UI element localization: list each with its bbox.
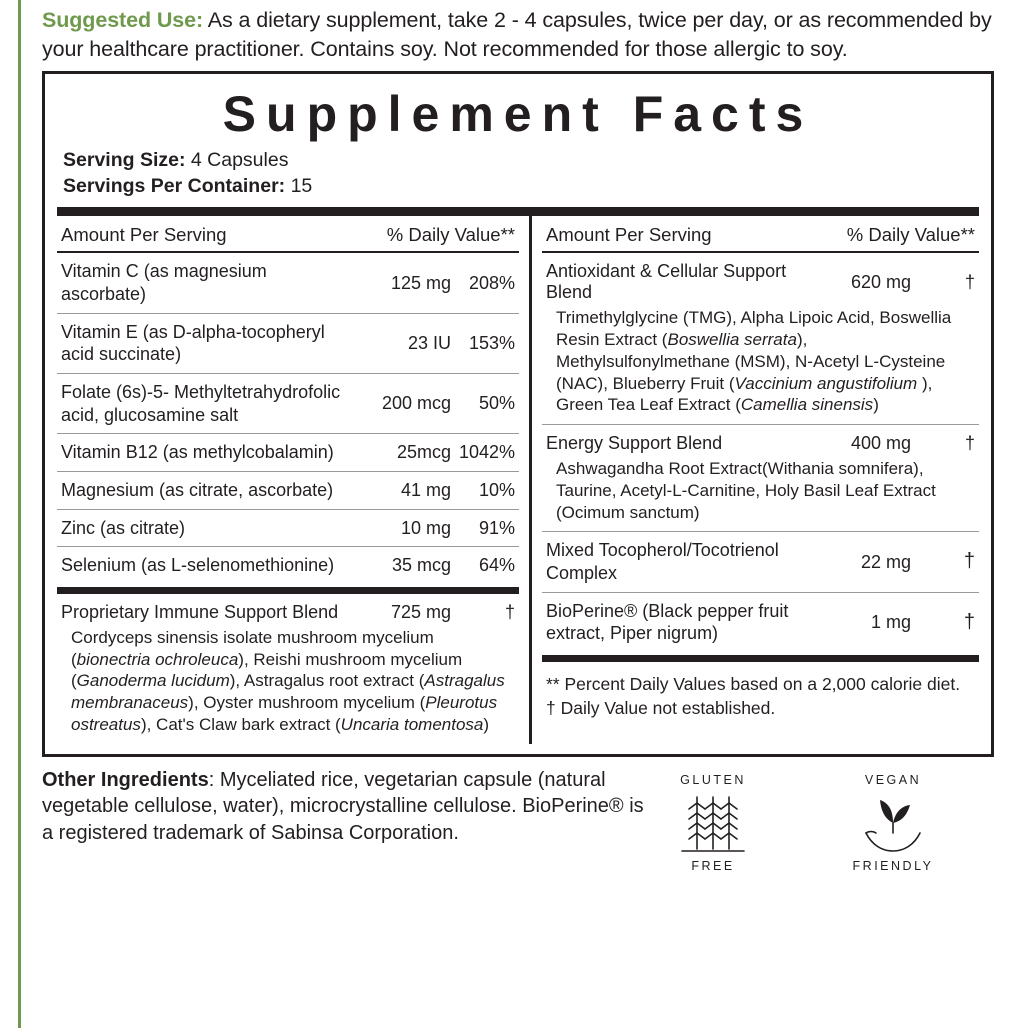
blend-name: Energy Support Blend [546, 433, 723, 453]
left-header-dv: % Daily Value** [386, 224, 515, 246]
nutrient-amount: 125 mg [390, 272, 451, 293]
serving-size-line [63, 148, 979, 174]
nutrient-amount: 10 mg [400, 517, 451, 538]
gluten-free-badge-bottom-label: FREE [691, 858, 735, 873]
nutrient-name: Vitamin E (as D-alpha-tocopheryl acid succinate) [61, 321, 325, 365]
certification-badges [658, 767, 1000, 873]
servings-per-container-line [63, 174, 979, 200]
table-row [542, 532, 979, 592]
table-row [57, 374, 519, 434]
plant-in-hand-icon [838, 793, 948, 855]
vegan-badge-bottom-label: FRIENDLY [852, 858, 934, 873]
table-row [57, 547, 519, 584]
other-ingredients-label: Other Ingredients [42, 768, 209, 791]
blend-name: Antioxidant & Cellular Support Blend [546, 261, 787, 303]
facts-columns [57, 216, 979, 743]
left-column-header [57, 216, 519, 253]
nutrient-name: Zinc (as citrate) [61, 517, 186, 538]
serving-size-label: Serving Size: [63, 149, 186, 172]
blend-amount: 725 mg [390, 601, 451, 622]
nutrient-name: Vitamin C (as magnesium ascorbate) [61, 261, 267, 304]
nutrient-name: Folate (6s)-5- Methyltetrahydrofolic acid, glucosamine salt [61, 381, 341, 425]
blend-ingredients: Ashwagandha Root Extract(Withania somnifera), Taurine, Acetyl-L-Carnitine, Holy Basil Leaf Extract (Ocimum sanctum) [542, 456, 979, 532]
right-column-header [542, 216, 979, 253]
nutrient-name: Magnesium (as citrate, ascorbate) [61, 479, 334, 500]
facts-column-right [542, 216, 979, 743]
vegan-friendly-badge [838, 773, 948, 873]
nutrient-amount: 41 mg [400, 479, 451, 500]
gluten-free-badge [658, 773, 768, 873]
blend-ingredients: Trimethylglycine (TMG), Alpha Lipoic Acid, Boswellia Resin Extract (Boswellia serrata), Methylsulfonylmethane (MSM), N-Acetyl L-Cysteine (NAC), Blueberry Fruit (Vaccinium angustifolium ), Green Tea Leaf Extract (Camellia sinensis) [542, 305, 979, 425]
column-divider [529, 216, 532, 743]
nutrient-dv: 10% [478, 479, 515, 500]
other-ingredients-text: : Myceliated rice, vegetarian capsule (natural vegetable cellulose, water), microcrystalline cellulose. BioPerine® is a registered trademark of Sabinsa Corporation. [42, 768, 644, 844]
nutrient-amount: 22 mg [860, 551, 911, 572]
wheat-icon [658, 793, 768, 855]
footnote-percent-daily-value: ** Percent Daily Values based on a 2,000 calorie diet. [546, 673, 961, 694]
accent-rule [18, 0, 21, 1028]
blend-amount: 620 mg [850, 271, 911, 292]
nutrient-name: Mixed Tocopherol/Tocotrienol Complex [546, 540, 779, 583]
nutrient-amount: 25mcg [396, 442, 451, 463]
suggested-use-label: Suggested Use: [42, 8, 204, 32]
table-row [542, 593, 979, 652]
bottom-section [28, 757, 1000, 873]
right-column-separator [542, 655, 979, 662]
suggested-use-block [28, 0, 1000, 71]
nutrient-name: Selenium (as L-selenomethionine) [61, 555, 335, 576]
nutrient-dv: 91% [478, 517, 515, 538]
blend-ingredients: Cordyceps sinensis isolate mushroom mycelium (bionectria ochroleuca), Reishi mushroom mycelium (Ganoderma lucidum), Astragalus root extract (Astragalus membranaceus), Oyster mushroom mycelium (Pleurotus ostreatus), Cat's Claw bark extract (Uncaria tomentosa) [71, 627, 505, 734]
supplement-facts-panel [42, 71, 994, 757]
table-row [57, 314, 519, 374]
nutrient-name: BioPerine® (Black pepper fruit extract, Piper nigrum) [546, 600, 789, 644]
left-header-amount: Amount Per Serving [61, 224, 227, 246]
panel-thick-separator [57, 207, 979, 216]
table-row [57, 472, 519, 510]
blend-header [542, 425, 979, 456]
servings-per-container-value: 15 [285, 174, 313, 197]
blend-header [57, 594, 519, 625]
gluten-free-badge-top-label: GLUTEN [680, 772, 746, 787]
nutrient-amount: 1 mg [870, 611, 911, 632]
blend-header [542, 253, 979, 305]
vegan-badge-top-label: VEGAN [864, 772, 922, 787]
nutrient-dv: 1042% [458, 442, 515, 463]
table-row [57, 253, 519, 313]
nutrient-name: Vitamin B12 (as methylcobalamin) [61, 442, 334, 463]
right-header-dv: % Daily Value** [846, 224, 975, 246]
blend-amount: 400 mg [850, 433, 911, 453]
other-ingredients-block [42, 767, 658, 846]
supplement-facts-title: Supplement Facts [222, 86, 814, 143]
blend-name: Proprietary Immune Support Blend [61, 601, 339, 622]
nutrient-dv: † [963, 610, 975, 633]
servings-per-container-label: Servings Per Container: [63, 174, 286, 197]
left-column-separator [57, 587, 519, 594]
nutrient-amount: 200 mcg [381, 393, 451, 414]
nutrient-dv: 208% [468, 272, 515, 293]
table-row [57, 510, 519, 548]
facts-column-left [57, 216, 529, 743]
nutrient-dv: 64% [478, 555, 515, 576]
footnotes [542, 662, 979, 721]
serving-size-value: 4 Capsules [185, 149, 289, 172]
serving-info [57, 144, 979, 205]
nutrient-dv: † [963, 550, 975, 573]
nutrient-amount: 35 mcg [391, 555, 451, 576]
blend-dv: † [964, 433, 975, 453]
blend-dv: † [964, 271, 975, 292]
right-header-amount: Amount Per Serving [546, 224, 712, 246]
blend-dv: † [504, 601, 515, 622]
suggested-use-text: As a dietary supplement, take 2 - 4 capsules, twice per day, or as recommended by your healthcare practitioner. Contains soy. Not recommended for those allergic to soy. [42, 8, 992, 61]
table-row [57, 434, 519, 472]
nutrient-dv: 50% [478, 393, 515, 414]
footnote-dagger: † Daily Value not established. [546, 698, 776, 719]
nutrient-dv: 153% [468, 332, 515, 353]
nutrient-amount: 23 IU [407, 332, 451, 353]
